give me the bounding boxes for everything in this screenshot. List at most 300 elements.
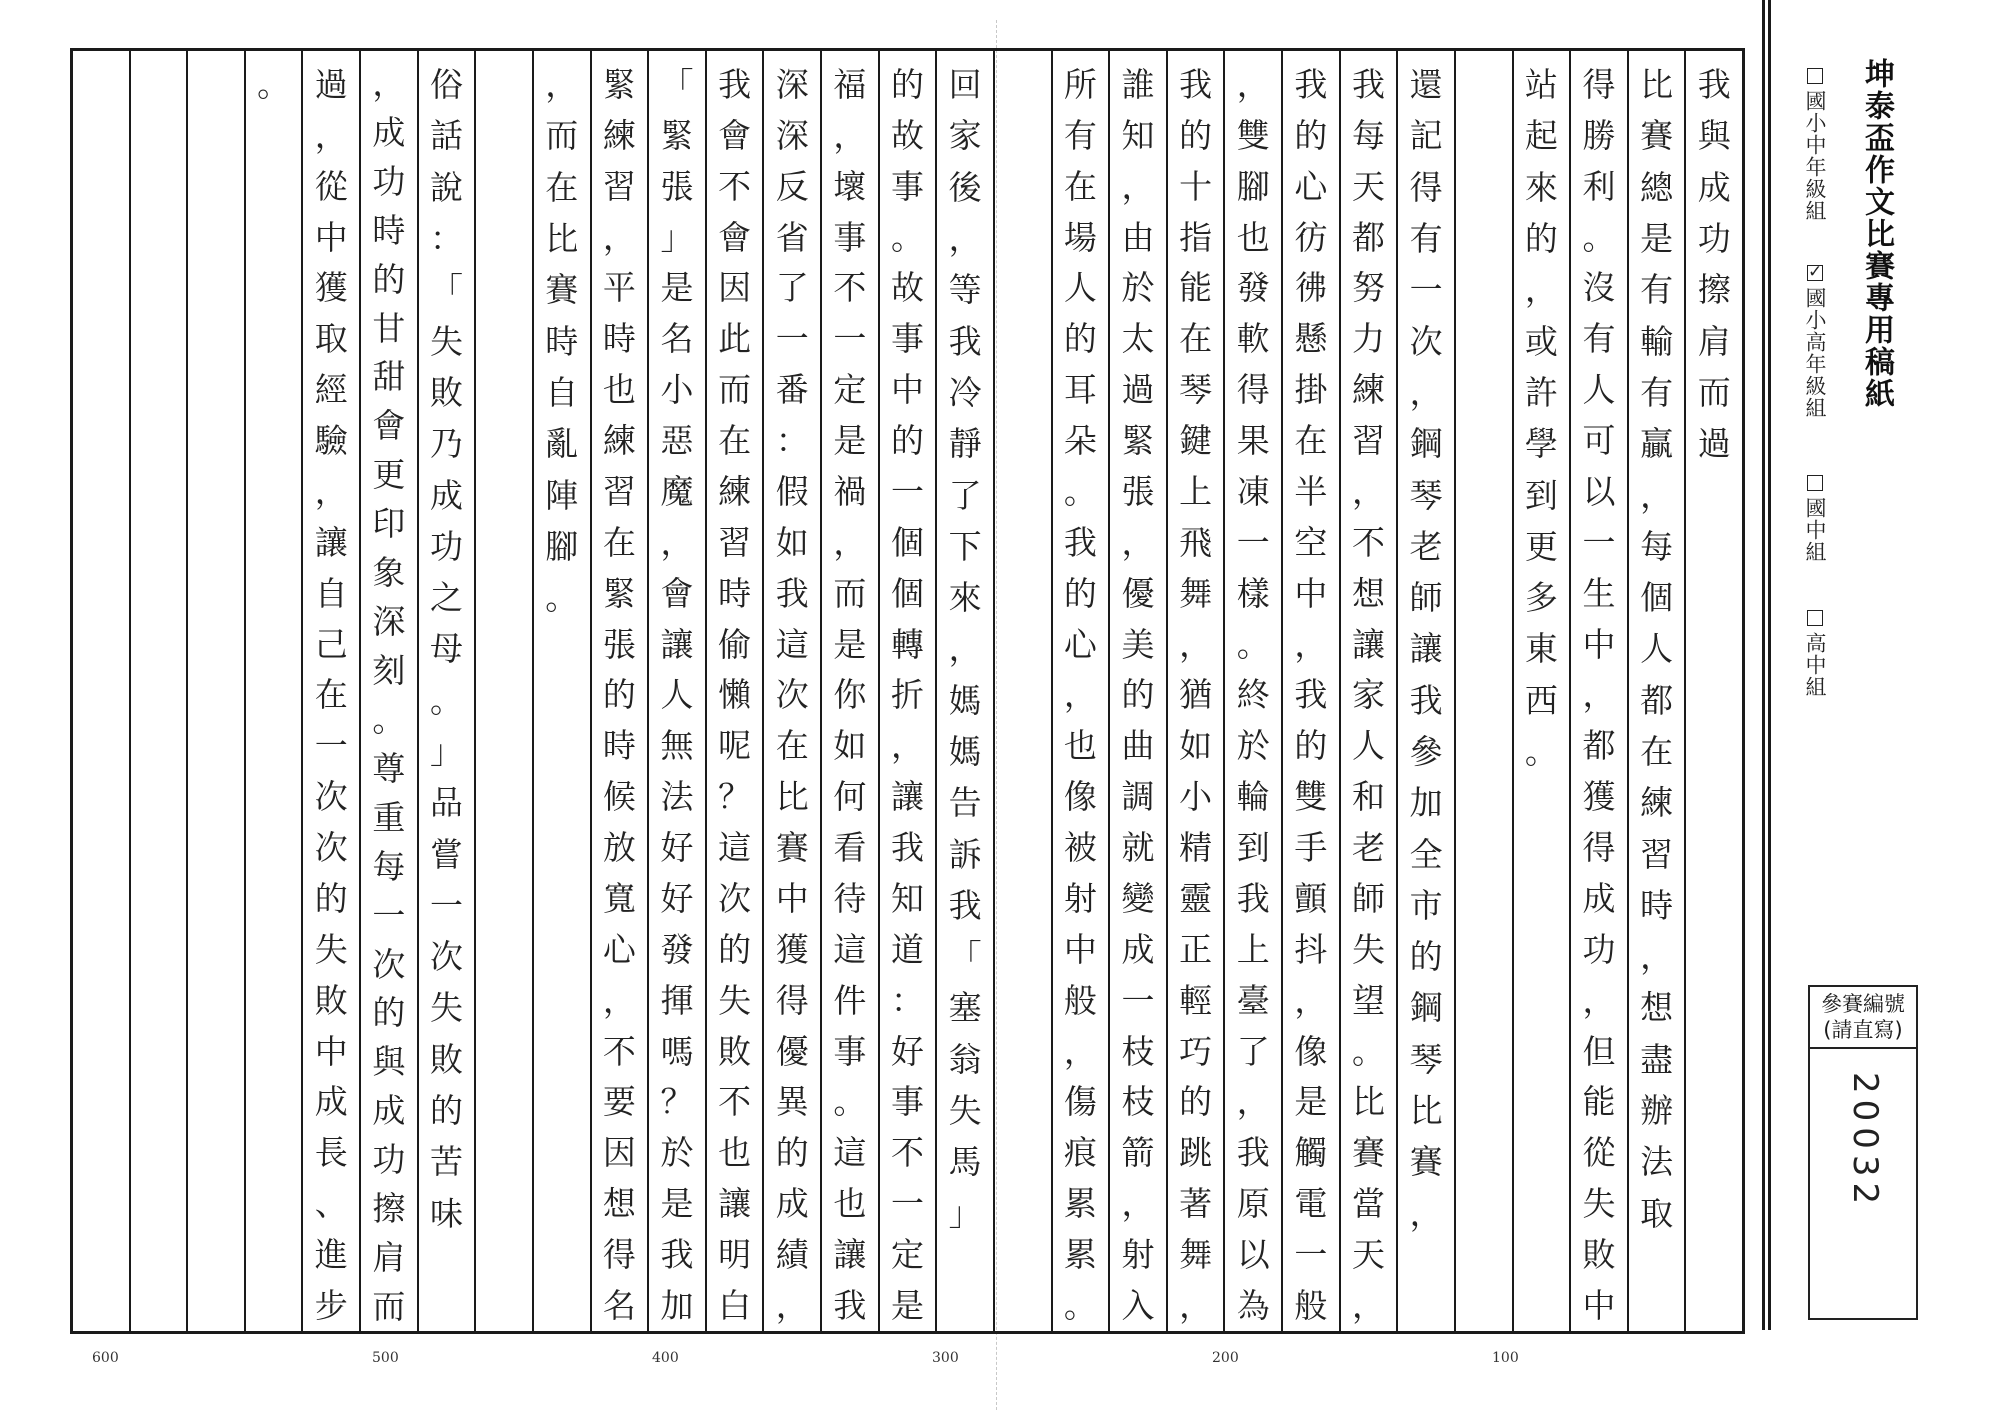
essay-char: 深: [372, 602, 406, 642]
essay-char: 比: [775, 777, 809, 817]
essay-char: 你: [833, 675, 867, 715]
essay-char: 中: [314, 217, 348, 257]
essay-char: 定: [890, 1235, 924, 1275]
essay-char: 能: [1582, 1082, 1616, 1122]
essay-char: 全: [1409, 834, 1443, 874]
essay-char: 。: [1063, 471, 1097, 511]
essay-char: 偷: [718, 624, 752, 664]
char-counter-400: 400: [652, 1350, 679, 1366]
essay-char: 比: [1409, 1091, 1443, 1131]
essay-char: 」: [660, 217, 694, 257]
essay-char: 成: [429, 475, 463, 515]
essay-char: 看: [833, 828, 867, 868]
essay-char: 賽: [545, 270, 579, 310]
essay-char: 的: [775, 1133, 809, 1173]
essay-char: 事: [833, 217, 867, 257]
essay-char: 不: [718, 1082, 752, 1122]
essay-char: ，: [833, 115, 867, 155]
essay-char: 老: [1351, 828, 1385, 868]
essay-column: [590, 51, 648, 1331]
essay-column: [1339, 51, 1397, 1331]
essay-char: ，: [1351, 471, 1385, 511]
essay-char: 得: [775, 980, 809, 1020]
essay-char: 每: [1351, 115, 1385, 155]
essay-column: [1108, 51, 1166, 1331]
essay-char: 過: [1697, 424, 1731, 464]
essay-char: 生: [1582, 573, 1616, 613]
essay-char: 練: [602, 421, 636, 461]
option-label: 國中組: [1803, 497, 1827, 563]
essay-char: 是: [1640, 219, 1674, 259]
essay-char: 更: [372, 455, 406, 495]
essay-char: 在: [1294, 421, 1328, 461]
essay-char: 敗: [429, 1039, 463, 1079]
essay-char: 張: [1121, 471, 1155, 511]
essay-char: 深: [775, 64, 809, 104]
essay-char: 是: [660, 1184, 694, 1224]
checkbox-icon[interactable]: [1807, 475, 1823, 491]
essay-char: 明: [718, 1235, 752, 1275]
entry-number-label: 參賽編號 (請直寫): [1810, 987, 1916, 1049]
essay-char: 讓: [890, 777, 924, 817]
essay-char: 時: [1640, 885, 1674, 925]
essay-char: 自: [545, 372, 579, 412]
essay-char: 一: [1121, 980, 1155, 1020]
essay-char: 枝: [1121, 1082, 1155, 1122]
essay-char: 而: [833, 573, 867, 613]
essay-char: ，: [1294, 980, 1328, 1020]
essay-char: 中: [314, 1031, 348, 1071]
essay-char: 。: [833, 1082, 867, 1122]
essay-char: 輸: [1640, 321, 1674, 361]
essay-char: 還: [1409, 65, 1443, 105]
essay-char: ，: [775, 1285, 809, 1325]
essay-char: 的: [1179, 1082, 1213, 1122]
essay-char: 到: [1524, 475, 1558, 515]
essay-char: 成: [1697, 167, 1731, 207]
essay-char: 話: [429, 116, 463, 156]
essay-char: 練: [602, 115, 636, 155]
essay-char: 故: [890, 115, 924, 155]
essay-char: 我: [718, 64, 752, 104]
essay-char: 得: [602, 1235, 636, 1275]
essay-char: 個: [1640, 578, 1674, 618]
essay-char: 曲: [1121, 726, 1155, 766]
essay-char: 如: [1179, 726, 1213, 766]
essay-char: 的: [372, 993, 406, 1033]
essay-char: 味: [429, 1193, 463, 1233]
essay-char: 次: [718, 878, 752, 918]
essay-char: 這: [718, 828, 752, 868]
essay-char: 而: [718, 370, 752, 410]
essay-char: 每: [372, 846, 406, 886]
essay-char: 尊: [372, 748, 406, 788]
essay-char: 有: [1640, 372, 1674, 412]
essay-column: [1627, 51, 1685, 1331]
essay-char: 步: [314, 1285, 348, 1325]
essay-char: ：: [429, 219, 463, 259]
essay-char: 一: [1294, 1235, 1328, 1275]
essay-char: 有: [1582, 319, 1616, 359]
essay-char: 我: [1236, 878, 1270, 918]
essay-char: 中: [1582, 624, 1616, 664]
essay-char: 會: [372, 406, 406, 446]
essay-column: [762, 51, 820, 1331]
essay-char: 功: [372, 1140, 406, 1180]
essay-char: 壞: [833, 166, 867, 206]
essay-char: 而: [372, 1287, 406, 1326]
essay-char: 中: [1294, 573, 1328, 613]
essay-char: 知: [890, 878, 924, 918]
essay-char: 猶: [1179, 675, 1213, 715]
essay-char: 訴: [948, 834, 982, 874]
essay-char: 成: [372, 112, 406, 152]
essay-char: 的: [1294, 115, 1328, 155]
essay-char: 次: [314, 828, 348, 868]
essay-char: 調: [1121, 777, 1155, 817]
essay-char: 我: [833, 1285, 867, 1325]
essay-char: 我: [775, 573, 809, 613]
essay-char: 天: [1351, 1235, 1385, 1275]
essay-char: 己: [314, 624, 348, 664]
essay-char: 在: [775, 726, 809, 766]
essay-char: 我: [948, 321, 982, 361]
option-label: 國小高年級組: [1803, 287, 1827, 419]
essay-char: 失: [429, 321, 463, 361]
essay-char: ，: [1179, 624, 1213, 664]
checkbox-icon[interactable]: [1807, 68, 1823, 84]
essay-char: 半: [1294, 471, 1328, 511]
essay-char: 知: [1121, 115, 1155, 155]
essay-char: 自: [314, 573, 348, 613]
essay-char: 觸: [1294, 1133, 1328, 1173]
essay-char: 掛: [1294, 370, 1328, 410]
essay-char: 失: [948, 1091, 982, 1131]
essay-char: ，: [545, 65, 579, 105]
essay-char: 可: [1582, 421, 1616, 461]
essay-char: 想: [1351, 573, 1385, 613]
essay-char: 成: [372, 1091, 406, 1131]
essay-char: 賽: [1640, 116, 1674, 156]
essay-char: 功: [372, 161, 406, 201]
essay-char: 來: [948, 578, 982, 618]
essay-char: 此: [718, 319, 752, 359]
essay-char: 努: [1351, 268, 1385, 308]
essay-char: 靜: [948, 424, 982, 464]
contest-title: 坤泰盃作文比賽專用稿紙: [1859, 58, 1894, 410]
essay-char: 「: [660, 64, 694, 104]
essay-char: 中: [1582, 1285, 1616, 1325]
essay-char: 終: [1236, 675, 1270, 715]
option-label: 高中組: [1803, 632, 1827, 698]
essay-char: 想: [1640, 988, 1674, 1028]
sidebar-divider: [1762, 0, 1765, 1330]
option-junior-primary[interactable]: [1800, 68, 1830, 222]
essay-char: 像: [1063, 777, 1097, 817]
essay-char: 練: [1640, 783, 1674, 823]
essay-char: 得: [1582, 828, 1616, 868]
essay-char: 長: [314, 1133, 348, 1173]
essay-char: ？: [718, 777, 752, 817]
essay-char: 以: [1236, 1235, 1270, 1275]
essay-char: 候: [602, 777, 636, 817]
essay-char: 「: [948, 937, 982, 977]
essay-char: 從: [1582, 1133, 1616, 1173]
essay-char: ，: [372, 63, 406, 103]
essay-char: 飛: [1179, 522, 1213, 562]
essay-char: 於: [1236, 726, 1270, 766]
essay-char: 何: [833, 777, 867, 817]
essay-char: ，: [1063, 675, 1097, 715]
essay-char: 時: [602, 319, 636, 359]
essay-char: ，: [602, 217, 636, 257]
essay-char: 定: [833, 370, 867, 410]
essay-char: 入: [1121, 1285, 1155, 1325]
essay-char: 彿: [1294, 268, 1328, 308]
essay-char: 和: [1351, 777, 1385, 817]
essay-char: 誰: [1121, 64, 1155, 104]
essay-char: 上: [1236, 929, 1270, 969]
essay-char: 省: [775, 217, 809, 257]
essay-char: 擦: [372, 1189, 406, 1229]
essay-char: 的: [718, 929, 752, 969]
essay-char: 我: [1409, 680, 1443, 720]
essay-char: 勝: [1582, 115, 1616, 155]
essay-char: 賽: [1351, 1133, 1385, 1173]
essay-char: 人: [1063, 268, 1097, 308]
essay-char: 變: [1121, 878, 1155, 918]
essay-char: 敗: [718, 1031, 752, 1071]
essay-char: 到: [1236, 828, 1270, 868]
essay-char: 以: [1582, 471, 1616, 511]
essay-char: 中: [890, 370, 924, 410]
essay-char: ，: [1351, 1285, 1385, 1325]
essay-char: 就: [1121, 828, 1155, 868]
essay-char: 無: [660, 726, 694, 766]
essay-char: 臺: [1236, 980, 1270, 1020]
essay-char: 鋼: [1409, 988, 1443, 1028]
essay-char: ，: [1409, 1193, 1443, 1233]
essay-char: 馬: [948, 1142, 982, 1182]
essay-char: 舞: [1179, 1235, 1213, 1275]
essay-char: 。: [1236, 624, 1270, 664]
essay-char: 般: [1294, 1285, 1328, 1325]
essay-char: 中: [1063, 929, 1097, 969]
essay-char: 在: [1179, 319, 1213, 359]
essay-char: 敗: [1582, 1235, 1616, 1275]
essay-char: 會: [718, 115, 752, 155]
essay-char: 功: [1582, 929, 1616, 969]
option-label: 國小中年級組: [1803, 90, 1827, 222]
essay-char: ，: [602, 980, 636, 1020]
essay-char: 也: [1063, 726, 1097, 766]
essay-char: 揮: [660, 980, 694, 1020]
essay-char: 心: [1294, 166, 1328, 206]
essay-char: 原: [1236, 1184, 1270, 1224]
essay-char: 的: [429, 1091, 463, 1131]
essay-char: 也: [1236, 217, 1270, 257]
essay-char: 是: [833, 624, 867, 664]
checkbox-checked-icon[interactable]: ✓: [1808, 262, 1823, 282]
essay-char: 參: [1409, 732, 1443, 771]
essay-char: 「: [429, 270, 463, 310]
essay-char: 十: [1179, 166, 1213, 206]
essay-char: 失: [429, 988, 463, 1028]
essay-char: 一: [1236, 522, 1270, 562]
essay-char: 我: [1063, 522, 1097, 562]
essay-char: 有: [1409, 219, 1443, 259]
essay-column: [705, 51, 763, 1331]
essay-char: 重: [372, 797, 406, 837]
essay-char: 師: [1409, 578, 1443, 618]
essay-char: ，: [314, 115, 348, 155]
essay-char: 寬: [602, 878, 636, 918]
essay-char: 印: [372, 504, 406, 544]
essay-char: 回: [948, 65, 982, 105]
essay-column: [1684, 51, 1742, 1331]
essay-char: 我: [948, 885, 982, 925]
essay-char: 為: [1236, 1285, 1270, 1325]
essay-char: 耳: [1063, 370, 1097, 410]
essay-char: 法: [660, 777, 694, 817]
essay-char: 是: [1294, 1082, 1328, 1122]
essay-char: 獲: [1582, 777, 1616, 817]
essay-char: 靈: [1179, 878, 1213, 918]
essay-char: 顫: [1294, 878, 1328, 918]
essay-char: ，: [1640, 937, 1674, 977]
essay-char: 來: [1524, 167, 1558, 207]
essay-char: 了: [775, 268, 809, 308]
essay-char: 都: [1351, 217, 1385, 257]
essay-char: ，: [1121, 522, 1155, 562]
essay-char: 不: [833, 268, 867, 308]
essay-char: 成: [314, 1082, 348, 1122]
essay-char: 習: [602, 166, 636, 206]
essay-char: 這: [775, 624, 809, 664]
essay-char: 果: [1236, 421, 1270, 461]
essay-char: 電: [1294, 1184, 1328, 1224]
essay-char: 好: [660, 878, 694, 918]
essay-char: ，: [1524, 270, 1558, 310]
essay-char: ，: [1121, 166, 1155, 206]
essay-char: 緊: [602, 64, 636, 104]
essay-char: 練: [1351, 370, 1385, 410]
essay-char: 讓: [833, 1235, 867, 1275]
essay-char: 敗: [429, 372, 463, 412]
essay-column: [532, 51, 590, 1331]
essay-column: [1051, 51, 1109, 1331]
essay-column: [1396, 51, 1454, 1331]
essay-char: 。: [1063, 1285, 1097, 1325]
essay-char: 。: [429, 680, 463, 720]
essay-char: 的: [1121, 675, 1155, 715]
option-senior-primary[interactable]: [1800, 262, 1830, 419]
char-counter-600: 600: [92, 1350, 119, 1366]
essay-char: 呢: [718, 726, 752, 766]
essay-char: 。: [1351, 1031, 1385, 1071]
essay-char: 成: [775, 1184, 809, 1224]
essay-char: 懶: [718, 675, 752, 715]
essay-char: 。: [1524, 732, 1558, 771]
essay-char: 於: [660, 1133, 694, 1173]
essay-char: 是: [833, 421, 867, 461]
essay-char: 我: [1294, 675, 1328, 715]
essay-char: 望: [1351, 980, 1385, 1020]
essay-char: 肩: [372, 1238, 406, 1278]
essay-char: 的: [314, 878, 348, 918]
essay-char: 與: [372, 1042, 406, 1082]
essay-char: 一: [314, 726, 348, 766]
essay-char: 從: [314, 166, 348, 206]
essay-char: 的: [890, 64, 924, 104]
essay-char: 手: [1294, 828, 1328, 868]
essay-char: 傷: [1063, 1082, 1097, 1122]
essay-char: 贏: [1640, 424, 1674, 464]
essay-column: [73, 51, 129, 1331]
essay-char: 績: [775, 1235, 809, 1275]
option-junior-high[interactable]: [1800, 475, 1830, 563]
essay-char: 功: [429, 526, 463, 566]
essay-char: 如: [833, 726, 867, 766]
essay-char: 巧: [1179, 1031, 1213, 1071]
essay-char: 時: [602, 726, 636, 766]
essay-column: [417, 51, 475, 1331]
essay-char: 賽: [775, 828, 809, 868]
essay-char: 人: [1582, 370, 1616, 410]
essay-char: 我: [890, 828, 924, 868]
essay-char: 上: [1179, 471, 1213, 511]
essay-char: 一: [1409, 270, 1443, 310]
essay-char: 發: [660, 929, 694, 969]
essay-char: 更: [1524, 526, 1558, 566]
essay-char: 、: [314, 1184, 348, 1224]
essay-char: 功: [1697, 219, 1731, 259]
option-senior-high[interactable]: [1800, 610, 1830, 698]
essay-char: 的: [1063, 319, 1097, 359]
essay-char: 番: [775, 370, 809, 410]
essay-char: 驗: [314, 421, 348, 461]
essay-char: 失: [1351, 929, 1385, 969]
essay-char: 在: [718, 421, 752, 461]
entry-number: 20032: [1845, 1072, 1885, 1211]
essay-char: 與: [1697, 116, 1731, 156]
essay-char: 福: [833, 64, 867, 104]
essay-char: 苦: [429, 1142, 463, 1182]
essay-char: 擦: [1697, 270, 1731, 310]
essay-char: 練: [718, 471, 752, 511]
essay-char: 抖: [1294, 929, 1328, 969]
essay-char: 敗: [314, 980, 348, 1020]
essay-char: 反: [775, 166, 809, 206]
essay-char: 不: [718, 166, 752, 206]
essay-column: [1281, 51, 1339, 1331]
essay-char: 母: [429, 629, 463, 669]
essay-char: 都: [1640, 680, 1674, 720]
essay-char: 累: [1063, 1235, 1097, 1275]
essay-char: 。: [257, 65, 291, 105]
essay-char: 西: [1524, 680, 1558, 720]
essay-char: 我: [1697, 65, 1731, 105]
essay-char: 樣: [1236, 573, 1270, 613]
essay-char: 的: [1063, 573, 1097, 613]
essay-char: 故: [890, 268, 924, 308]
checkbox-icon[interactable]: [1807, 610, 1823, 626]
essay-char: 我: [1294, 64, 1328, 104]
essay-char: 因: [718, 268, 752, 308]
essay-char: ？: [660, 1082, 694, 1122]
essay-char: 的: [1294, 726, 1328, 766]
essay-char: 的: [1409, 937, 1443, 977]
